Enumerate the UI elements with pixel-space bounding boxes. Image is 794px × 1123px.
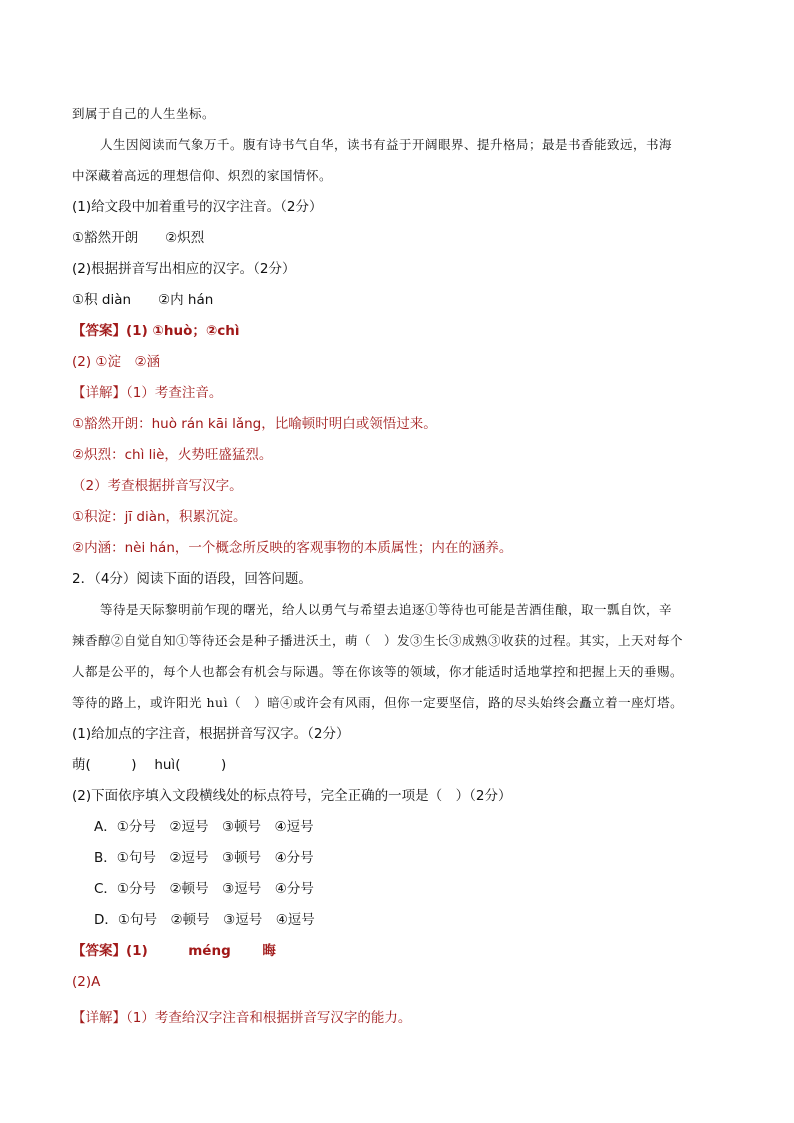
text-line-29: (2)A	[72, 974, 101, 990]
text-line-18: 辣香醇②自觉自知①等待还会是种子播进沃土，萌（ ）发③生长③成熟③收获的过程。其实，上天对每个	[72, 633, 684, 648]
text-line-7: ①积 diàn ②内 hán	[72, 292, 214, 308]
text-line-14: ①积淀：jī diàn，积累沉淀。	[72, 509, 247, 525]
text-line-4: (1)给文段中加着重号的汉字注音。（2分）	[72, 199, 323, 215]
text-line-3: 中深藏着高远的理想信仰、炽烈的家国情怀。	[72, 168, 333, 183]
text-line-28: 【答案】(1) méng 晦	[72, 943, 276, 959]
text-line-17: 等待是天际黎明前乍现的曙光，给人以勇气与希望去追逐①等待也可能是苦酒佳酿，取一瓢自饮，辛	[100, 602, 673, 617]
text-line-26: C．①分号 ②顿号 ③逗号 ④分号	[94, 881, 314, 897]
text-line-19: 人都是公平的，每个人也都会有机会与际遇。等在你该等的领域，你才能适时适地掌控和把握上天的垂赐。	[72, 664, 684, 679]
text-line-15: ②内涵：nèi hán，一个概念所反映的客观事物的本质属性；内在的涵养。	[72, 540, 513, 556]
text-line-13: （2）考查根据拼音写汉字。	[72, 478, 243, 494]
text-line-10: 【详解】（1）考查注音。	[72, 385, 223, 401]
text-line-21: (1)给加点的字注音，根据拼音写汉字。（2分）	[72, 726, 350, 742]
text-line-22: 萌( ) huì( )	[72, 757, 227, 773]
text-line-27: D．①句号 ②顿号 ③逗号 ④逗号	[94, 912, 315, 928]
text-line-16: 2．（4分）阅读下面的语段，回答问题。	[72, 571, 312, 587]
text-line-20: 等待的路上，或许阳光 huì（ ）暗④或许会有风雨，但你一定要坚信，路的尽头始终会矗立着一座灯塔。	[72, 695, 684, 710]
text-line-25: B．①句号 ②逗号 ③顿号 ④分号	[94, 850, 314, 866]
text-line-24: A．①分号 ②逗号 ③顿号 ④逗号	[94, 819, 314, 835]
text-line-12: ②炽烈：chì liè，火势旺盛猛烈。	[72, 447, 273, 463]
text-line-11: ①豁然开朗：huò rán kāi lǎng，比喻顿时明白或领悟过来。	[72, 416, 437, 432]
text-line-1: 到属于自己的人生坐标。	[72, 106, 216, 121]
text-line-9: (2) ①淀 ②涵	[72, 354, 161, 370]
text-line-30: 【详解】（1）考查给汉字注音和根据拼音写汉字的能力。	[72, 1010, 412, 1026]
text-line-6: (2)根据拼音写出相应的汉字。（2分）	[72, 261, 296, 277]
text-line-2: 人生因阅读而气象万千。腹有诗书气自华，读书有益于开阔眼界、提升格局；最是书香能致远，书海	[100, 137, 673, 152]
text-line-23: (2)下面依序填入文段横线处的标点符号，完全正确的一项是（ ）（2分）	[72, 788, 512, 804]
text-line-5: ①豁然开朗 ②炽烈	[72, 230, 205, 246]
text-line-8: 【答案】(1) ①huò；②chì	[72, 323, 240, 339]
